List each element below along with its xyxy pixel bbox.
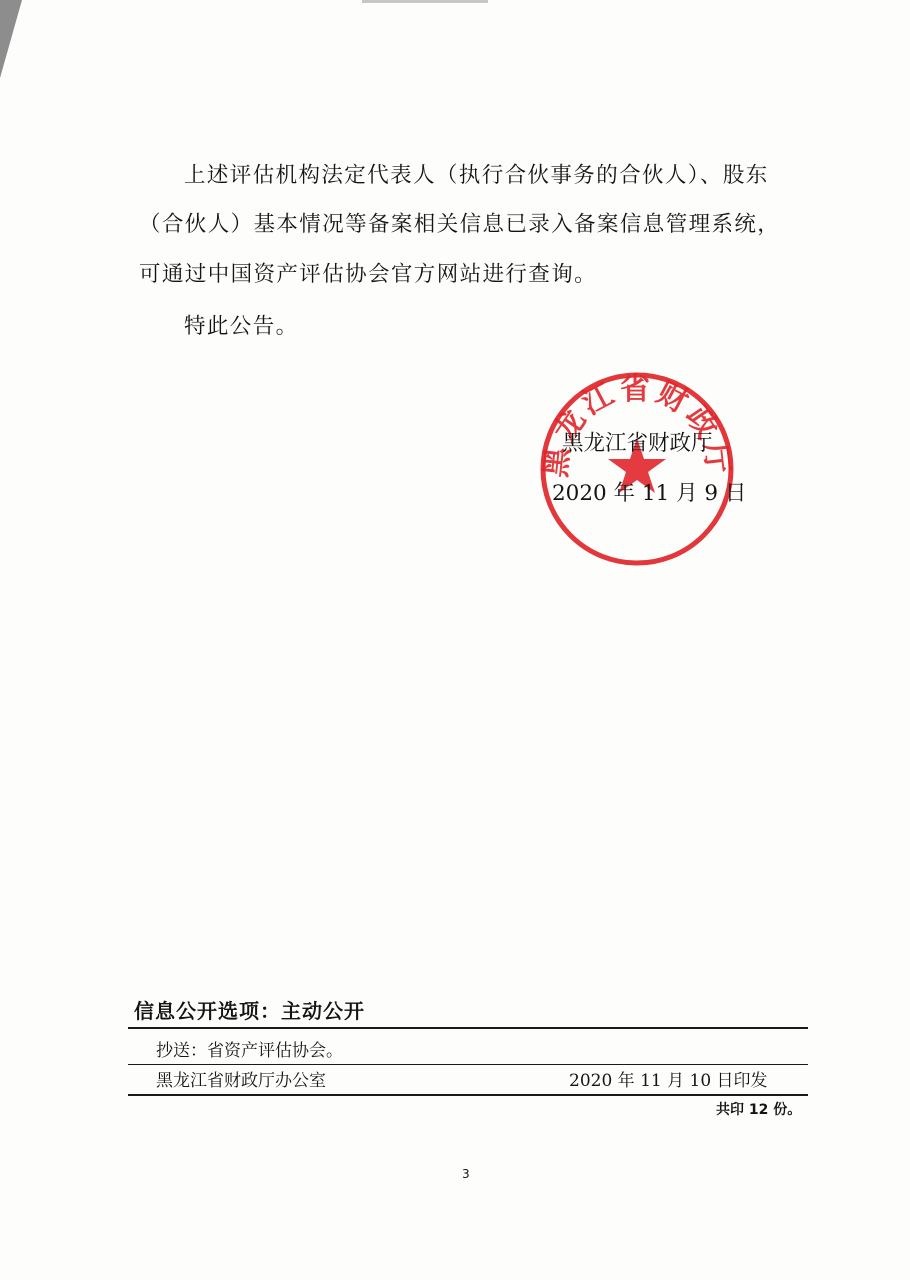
official-seal <box>538 370 736 568</box>
disclosure-option: 信息公开选项：主动公开 <box>134 999 365 1023</box>
issuer-name: 黑龙江省财政厅 <box>562 431 713 456</box>
copies-count: 共印 12 份。 <box>716 1102 802 1118</box>
footer-rule-bottom <box>128 1094 808 1096</box>
page-number: 3 <box>462 1167 470 1181</box>
scan-edge-mark <box>362 0 488 3</box>
footer-rule-middle <box>128 1064 808 1065</box>
paragraph-line-3: 可通过中国资产评估协会官方网站进行查询。 <box>139 262 598 287</box>
paragraph-line-2: （合伙人）基本情况等备案相关信息已录入备案信息管理系统， <box>139 212 781 237</box>
cc-line: 抄送：省资产评估协会。 <box>156 1041 343 1061</box>
seal-text: 黑龙江省财政厅 <box>538 372 736 480</box>
footer-rule-top <box>128 1027 808 1029</box>
page-corner-fold <box>0 0 22 78</box>
closing-line: 特此公告。 <box>184 314 299 339</box>
paragraph-line-1: 上述评估机构法定代表人（执行合伙事务的合伙人）、股东 <box>184 163 769 188</box>
print-date: 2020 年 11 月 10 日印发 <box>569 1071 768 1091</box>
issue-date: 2020 年 11 月 9 日 <box>552 481 747 506</box>
issuing-office: 黑龙江省财政厅办公室 <box>156 1071 326 1091</box>
